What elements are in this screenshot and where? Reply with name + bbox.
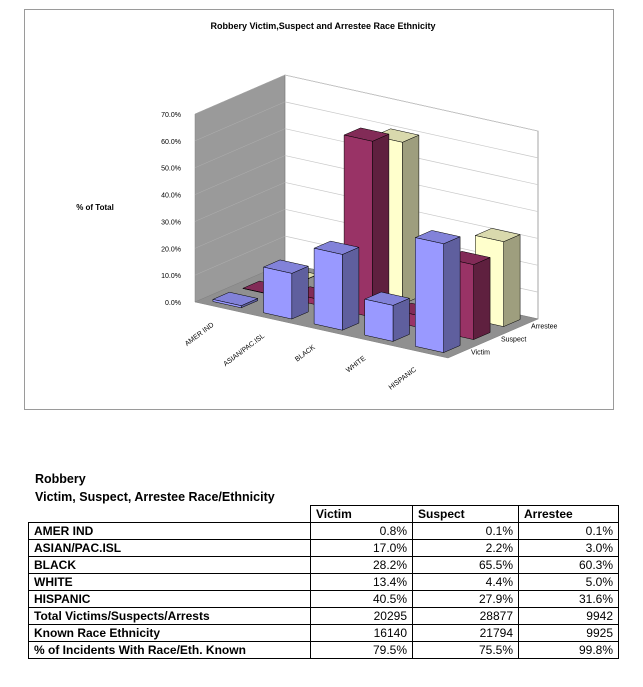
table-heading bbox=[35, 470, 275, 506]
cell-victim: 13.4% bbox=[311, 574, 413, 591]
table-row bbox=[29, 540, 619, 557]
cell-arrestee: 9942 bbox=[519, 608, 619, 625]
row-label: Known Race Ethnicity bbox=[29, 625, 311, 642]
table-title-line1: Robbery bbox=[35, 472, 86, 486]
header-victim: Victim bbox=[311, 506, 413, 523]
bar-front bbox=[415, 238, 443, 353]
x-tick-label: AMER IND bbox=[183, 321, 216, 348]
bar-victim-black bbox=[314, 241, 359, 330]
cell-arrestee: 0.1% bbox=[519, 523, 619, 540]
table-row bbox=[29, 608, 619, 625]
cell-arrestee: 3.0% bbox=[519, 540, 619, 557]
cell-suspect: 0.1% bbox=[413, 523, 519, 540]
bar-side bbox=[372, 134, 389, 317]
series-label: Suspect bbox=[501, 336, 527, 344]
table-header-row bbox=[29, 506, 619, 523]
header-arrestee: Arrestee bbox=[519, 506, 619, 523]
bar-side bbox=[474, 258, 491, 340]
cell-arrestee: 5.0% bbox=[519, 574, 619, 591]
cell-suspect: 75.5% bbox=[413, 642, 519, 659]
bar-side bbox=[292, 266, 309, 319]
bar-side bbox=[444, 237, 461, 353]
header-suspect: Suspect bbox=[413, 506, 519, 523]
table-row bbox=[29, 523, 619, 540]
y-tick-label: 0.0% bbox=[165, 300, 181, 307]
cell-arrestee: 99.8% bbox=[519, 642, 619, 659]
row-label: ASIAN/PAC.ISL bbox=[29, 540, 311, 557]
bar-front bbox=[314, 248, 342, 330]
row-label: % of Incidents With Race/Eth. Known bbox=[29, 642, 311, 659]
race-ethnicity-table bbox=[28, 505, 619, 659]
cell-arrestee: 9925 bbox=[519, 625, 619, 642]
y-axis-label: % of Total bbox=[76, 203, 114, 212]
row-label: WHITE bbox=[29, 574, 311, 591]
bar-side bbox=[393, 298, 410, 341]
x-tick-label: HISPANIC bbox=[387, 366, 418, 392]
row-label: AMER IND bbox=[29, 523, 311, 540]
cell-suspect: 28877 bbox=[413, 608, 519, 625]
cell-suspect: 4.4% bbox=[413, 574, 519, 591]
y-tick-label: 40.0% bbox=[161, 192, 181, 200]
y-tick-label: 50.0% bbox=[161, 165, 181, 173]
bar-front bbox=[365, 299, 393, 341]
y-tick-label: 70.0% bbox=[161, 112, 181, 119]
cell-victim: 28.2% bbox=[311, 557, 413, 574]
table-row bbox=[29, 557, 619, 574]
series-label: Victim bbox=[471, 349, 490, 357]
cell-victim: 17.0% bbox=[311, 540, 413, 557]
row-label: HISPANIC bbox=[29, 591, 311, 608]
cell-victim: 79.5% bbox=[311, 642, 413, 659]
series-label: Arrestee bbox=[531, 323, 558, 331]
y-tick-label: 10.0% bbox=[161, 273, 181, 281]
cell-suspect: 2.2% bbox=[413, 540, 519, 557]
cell-victim: 20295 bbox=[311, 608, 413, 625]
y-tick-label: 20.0% bbox=[161, 246, 181, 254]
y-tick-label: 60.0% bbox=[161, 138, 181, 146]
chart-title: Robbery Victim,Suspect and Arrestee Race Ethnicity bbox=[210, 21, 436, 31]
cell-suspect: 21794 bbox=[413, 625, 519, 642]
row-label: BLACK bbox=[29, 557, 311, 574]
cell-arrestee: 60.3% bbox=[519, 557, 619, 574]
cell-victim: 16140 bbox=[311, 625, 413, 642]
chart-frame bbox=[24, 9, 614, 410]
table-row bbox=[29, 642, 619, 659]
cell-victim: 0.8% bbox=[311, 523, 413, 540]
chart-svg bbox=[25, 10, 615, 411]
header-blank bbox=[29, 506, 311, 523]
bar-side bbox=[504, 235, 520, 327]
table-row bbox=[29, 625, 619, 642]
cell-victim: 40.5% bbox=[311, 591, 413, 608]
row-label: Total Victims/Suspects/Arrests bbox=[29, 608, 311, 625]
x-tick-label: ASIAN/PAC.ISL bbox=[222, 332, 267, 369]
bar-victim-asian-pac-isl bbox=[264, 260, 309, 319]
cell-arrestee: 31.6% bbox=[519, 591, 619, 608]
x-tick-label: BLACK bbox=[294, 344, 317, 364]
bar-side bbox=[342, 247, 359, 330]
cell-suspect: 27.9% bbox=[413, 591, 519, 608]
bar-victim-white bbox=[365, 292, 410, 341]
bar-victim-hispanic bbox=[415, 230, 460, 352]
table-row bbox=[29, 574, 619, 591]
cell-suspect: 65.5% bbox=[413, 557, 519, 574]
table-title-line2: Victim, Suspect, Arrestee Race/Ethnicity bbox=[35, 490, 275, 504]
table-row bbox=[29, 591, 619, 608]
bar-front bbox=[264, 267, 292, 319]
x-tick-label: WHITE bbox=[345, 355, 368, 375]
y-tick-label: 30.0% bbox=[161, 219, 181, 227]
